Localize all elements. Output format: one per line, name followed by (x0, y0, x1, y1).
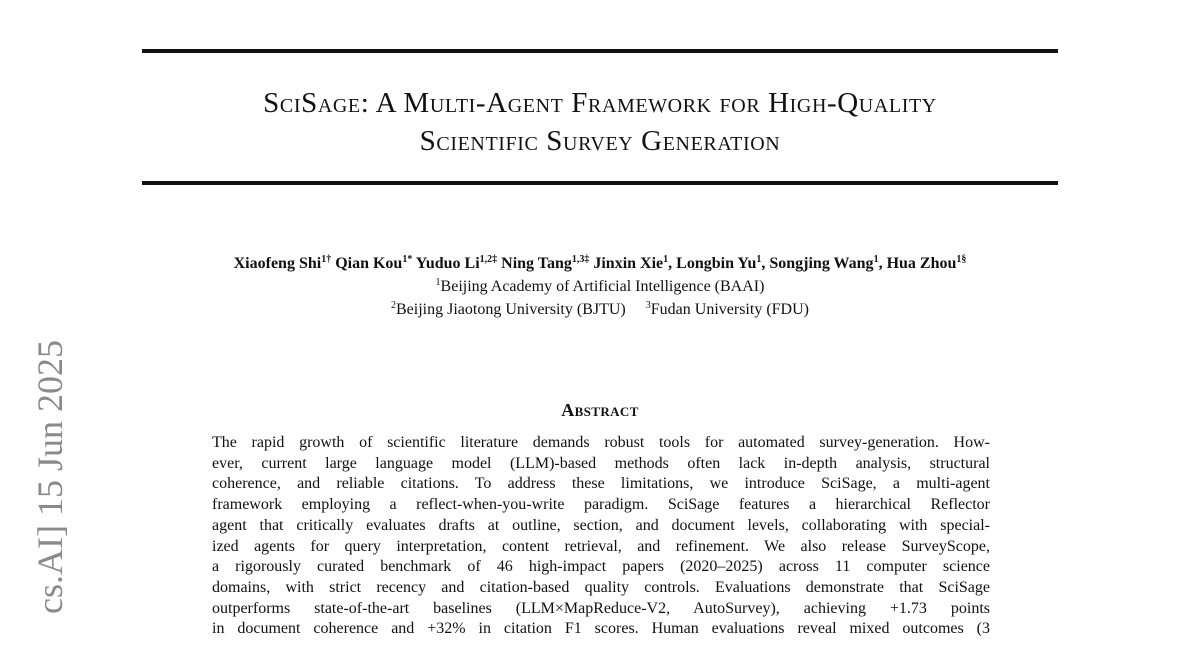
author-name: Longbin Yu (676, 255, 757, 272)
author-list: Xiaofeng Shi$^{1\dagger}$ Qian Kou$^{1*}$ Yuduo $Li^{1,2\ddagger}$ Ning Tang$^{1,3\ddagger}$ Jinxin Xie$^1$, Longbin Yu$^1$, Songjing Wang$^1$, Hua Zhou$^{1\S}$ (233, 254, 967, 272)
author-affiliation-number: 1 (402, 254, 408, 265)
author-affiliation-marker (956, 254, 966, 265)
paper-title (142, 84, 1058, 160)
author (234, 255, 332, 272)
author-name: Ning Tang (501, 255, 572, 272)
affiliation-2-name: Beijing Jiaotong University (BJTU) (396, 301, 626, 318)
author-footnote-mark: § (961, 254, 967, 265)
affiliation-3-name: Fudan University (FDU) (650, 301, 809, 318)
author (501, 255, 589, 272)
affiliation-1-marker: 1 (435, 277, 441, 288)
author-affiliation-marker (874, 254, 879, 265)
title-rule-bottom (142, 181, 1058, 185)
author-name: Jinxin Xie (593, 255, 664, 272)
author (593, 255, 668, 272)
arxiv-side-stamp (30, 340, 75, 648)
author (676, 255, 761, 272)
title-line-1: SciSage: A Multi-Agent Framework for High-Quality (263, 87, 937, 119)
abstract-line: outperforms state-of-the-art baselines (LLM×MapReduce-V2, AutoSurvey), achieving +1.73 points (212, 599, 990, 617)
abstract-body (212, 433, 990, 640)
author-affiliation-marker (480, 254, 498, 265)
affiliation-line-2 (142, 299, 1058, 321)
author-name: Qian Kou (335, 255, 403, 272)
author-affiliation-marker (572, 254, 590, 265)
author-footnote-mark: ‡ (492, 254, 498, 265)
author-footnote-mark: † (326, 254, 332, 265)
affiliation-1-name: Beijing Academy of Artificial Intelligence (BAAI) (440, 278, 765, 295)
author-name: Hua Zhou (886, 255, 957, 272)
abstract-line: ized agents for query interpretation, content retrieval, and refinement. We also release SurveyScope, (212, 537, 990, 555)
author-affiliation-marker (756, 254, 761, 265)
abstract-line: a rigorously curated benchmark of 46 high-impact papers (2020–2025) across 11 computer science (212, 558, 990, 576)
abstract-line: agent that critically evaluates drafts at outline, section, and document levels, collaborating with special- (212, 516, 990, 534)
author-footnote-mark: ‡ (584, 254, 590, 265)
author (335, 255, 412, 272)
abstract-line: in document coherence and +32% in citation F1 scores. Human evaluations reveal mixed outcomes (3 (212, 620, 990, 638)
author-affiliation-marker (663, 254, 668, 265)
abstract-line: coherence, and reliable citations. To address these limitations, we introduce SciSage, a multi-agent (212, 475, 990, 493)
arxiv-stamp-text: cs.AI] 15 Jun 2025 (30, 340, 70, 614)
affiliation-line-1 (142, 276, 1058, 298)
author (769, 255, 878, 272)
author-affiliation-number: 1 (756, 254, 762, 265)
author-footnote-mark: * (407, 254, 413, 265)
author-affiliation-number: 1 (321, 254, 327, 265)
abstract-line: domains, with strict recency and citation-based quality controls. Evaluations demonstrate that SciSage (212, 578, 990, 596)
author-affiliation-number: 1,3 (571, 254, 585, 265)
title-line-2: Scientific Survey Generation (419, 125, 781, 157)
author-affiliation-marker (321, 254, 331, 265)
author-name: Xiaofeng Shi (233, 255, 322, 272)
author-affiliation-number: 1 (873, 254, 879, 265)
abstract-line: ever, current large language model (LLM)-based methods often lack in-depth analysis, structural (212, 454, 990, 472)
author-affiliation-number: 1 (956, 254, 962, 265)
author-name: Yuduo Li (415, 255, 480, 272)
affiliation-3-marker: 3 (645, 300, 651, 311)
affiliation-2-marker: 2 (391, 300, 396, 311)
author-affiliation-number: 1,2 (479, 254, 493, 265)
abstract-line: The rapid growth of scientific literature demands robust tools for automated survey-generation. How- (212, 434, 990, 451)
author-name: Songjing Wang (769, 255, 874, 272)
title-rule-top (142, 49, 1058, 53)
abstract-line: framework employing a reflect-when-you-write paradigm. SciSage features a hierarchical Reflector (212, 496, 990, 514)
abstract-heading: Abstract (561, 400, 639, 420)
author (887, 255, 967, 272)
author-affiliation-number: 1 (663, 254, 669, 265)
author-affiliation-marker (402, 254, 412, 265)
author (416, 255, 497, 272)
